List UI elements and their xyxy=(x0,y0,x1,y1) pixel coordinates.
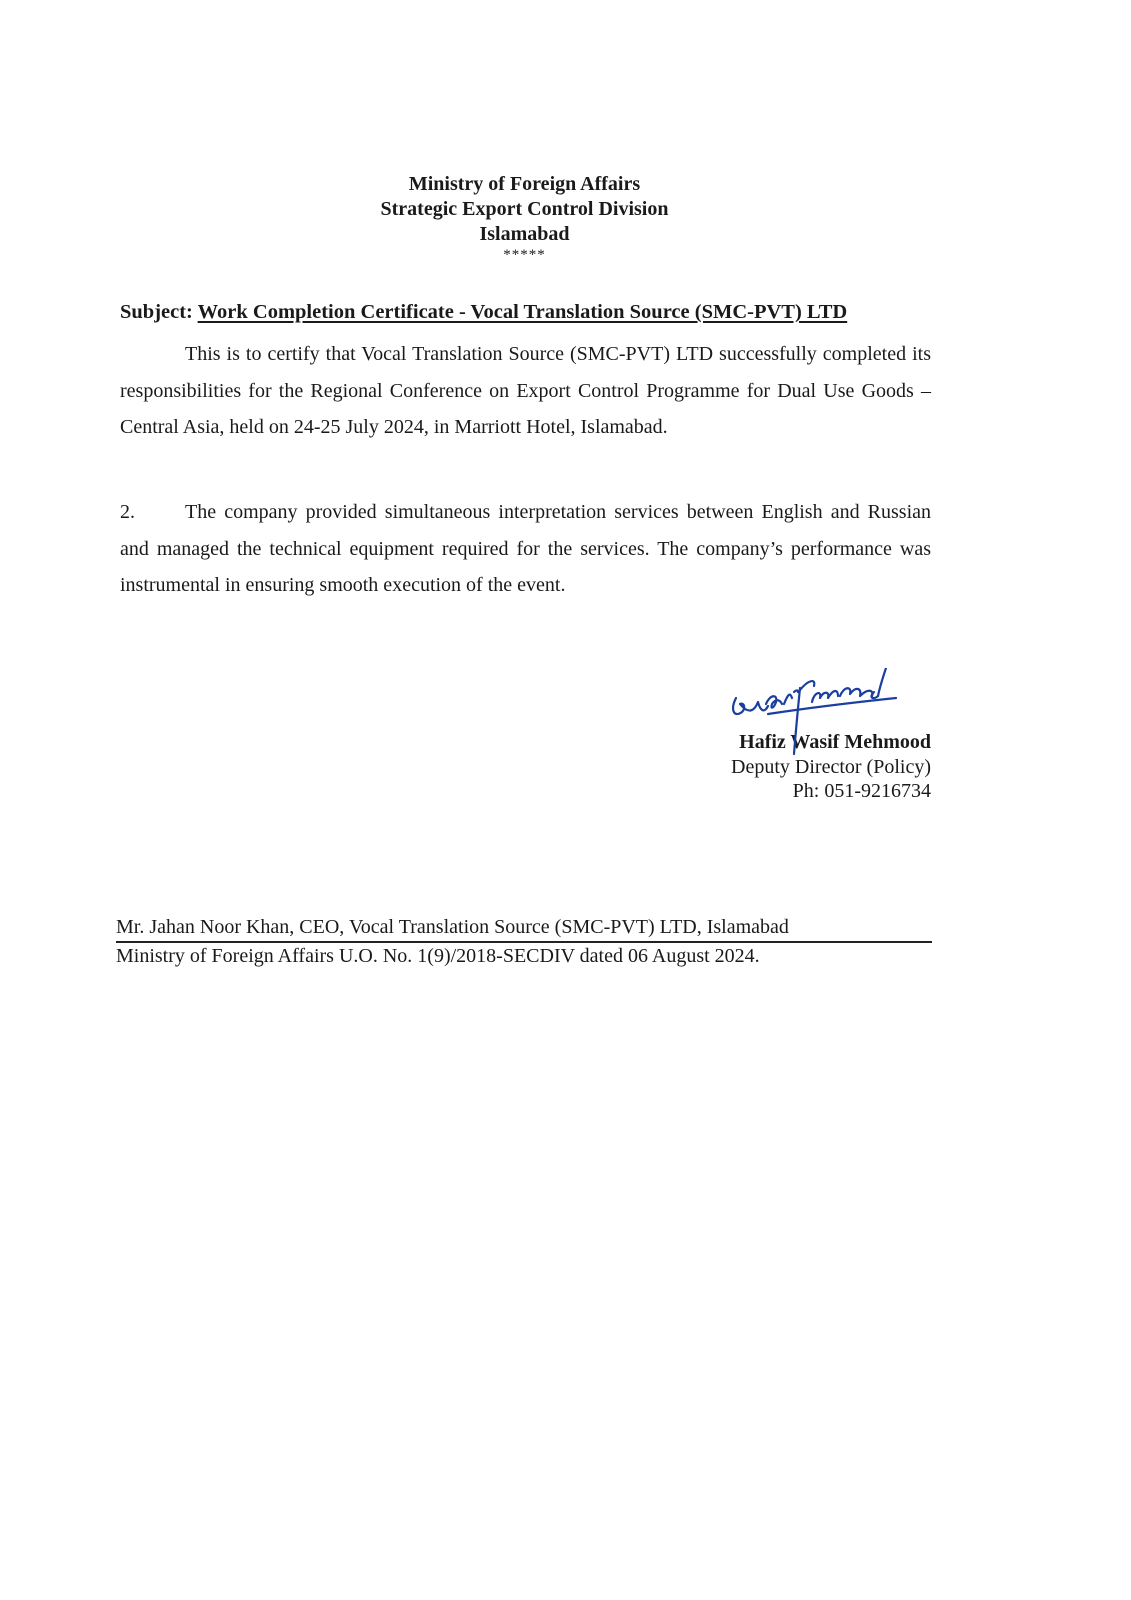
signatory-name: Hafiz Wasif Mehmood xyxy=(739,731,931,753)
letterhead-division: Strategic Export Control Division xyxy=(380,198,669,220)
body-paragraph-2 xyxy=(120,494,931,604)
footer-recipient: Mr. Jahan Noor Khan, CEO, Vocal Translation Source (SMC-PVT) LTD, Islamabad xyxy=(116,915,932,943)
subject-line xyxy=(120,301,940,324)
letterhead-separator: ***** xyxy=(503,247,546,263)
handwritten-signature xyxy=(728,668,928,792)
letterhead-city: Islamabad xyxy=(479,223,570,245)
footer-distribution xyxy=(116,915,932,968)
body-paragraph-1: This is to certify that Vocal Translation Source (SMC-PVT) LTD successfully completed its responsibilities for the Regional Conference on Export Control Programme for Dual Use Goods – Central Asia, held on 24-25 July 2024, in Marriott Hotel, Islamabad. xyxy=(120,343,931,439)
letterhead-ministry: Ministry of Foreign Affairs xyxy=(408,173,641,195)
letterhead xyxy=(0,172,1049,263)
paragraph-number: 2. xyxy=(120,501,135,523)
signatory-designation: Deputy Director (Policy) xyxy=(731,755,931,778)
subject-text: Work Completion Certificate - Vocal Translation Source (SMC-PVT) LTD xyxy=(197,301,848,323)
subject-label: Subject: xyxy=(120,301,193,323)
signatory-phone: Ph: 051-9216734 xyxy=(792,780,931,802)
paragraph-2-text: The company provided simultaneous interpretation services between English and Russian and managed the technical equipment required for the services. The company’s performance was instrumental in ensuring smooth execution of the event. xyxy=(120,501,931,597)
footer-reference: Ministry of Foreign Affairs U.O. No. 1(9)/2018-SECDIV dated 06 August 2024. xyxy=(116,945,760,967)
